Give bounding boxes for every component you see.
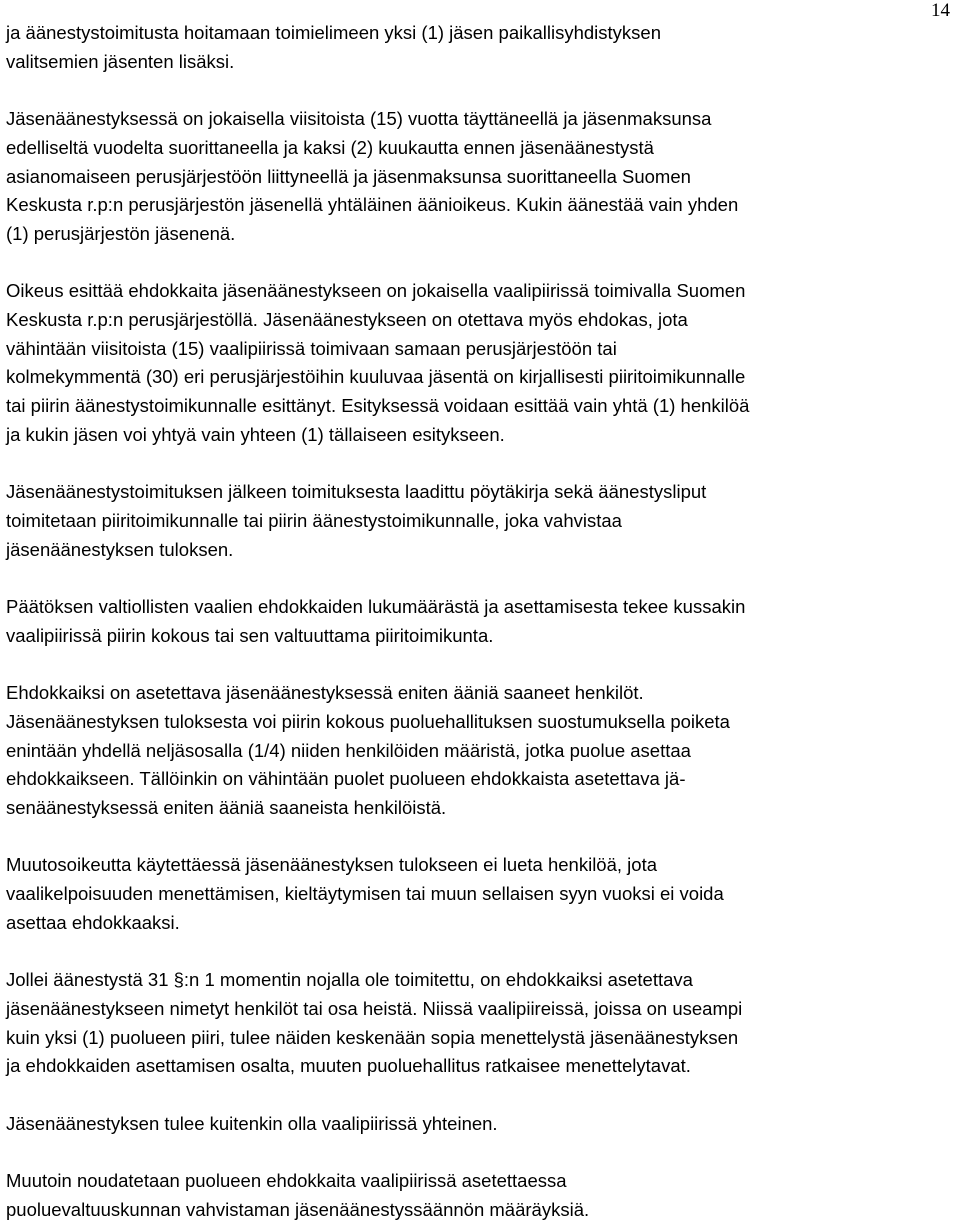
paragraph-3: Oikeus esittää ehdokkaita jäsenäänestykseen on jokaisella vaalipiirissä toimivalla Suomen Keskusta r.p:n perusjärjestöllä. Jäsenäänestykseen on otettava myös ehdokas, jota vähintään viisitoista (15) vaalipiirissä toimivaan samaan perusjärjestöön tai kolmekymmentä (30) eri perusjärjestöihin kuuluvaa jäsentä on kirjallisesti piiritoimikunnalle tai piirin äänestystoimikunnalle esittänyt. Esityksessä voidaan esittää vain yhtä (1) henkilöä ja kukin jäsen voi yhtyä vain yhteen (1) tällaiseen esitykseen. [6, 280, 750, 445]
paragraph-7: Muutosoikeutta käytettäessä jäsenäänestyksen tulokseen ei lueta henkilöä, jota vaalikelpoisuuden menettämisen, kieltäytymisen tai muun sellaisen syyn vuoksi ei voida asettaa ehdokkaaksi. [6, 854, 724, 933]
paragraph-1: ja äänestystoimitusta hoitamaan toimielimeen yksi (1) jäsen paikallisyhdistyksen valitsemien jäsenten lisäksi. [6, 22, 661, 72]
paragraph-5: Päätöksen valtiollisten vaalien ehdokkaiden lukumäärästä ja asettamisesta tekee kussakin vaalipiirissä piirin kokous tai sen valtuuttama piiritoimikunta. [6, 596, 746, 646]
document-body [6, 19, 954, 1224]
paragraph-8: Jollei äänestystä 31 §:n 1 momentin nojalla ole toimitettu, on ehdokkaiksi asetettava jäsenäänestykseen nimetyt henkilöt tai osa heistä. Niissä vaalipiireissä, joissa on useampi kuin yksi (1) puolueen piiri, tulee näiden keskenään sopia menettelystä jäsenäänestyksen ja ehdokkaiden asettamisen osalta, muuten puoluehallitus ratkaisee menettelytavat. [6, 969, 743, 1077]
page-number: 14 [931, 0, 950, 21]
paragraph-2: Jäsenäänestyksessä on jokaisella viisitoista (15) vuotta täyttäneellä ja jäsenmaksunsa edelliseltä vuodelta suorittaneella ja kaksi (2) kuukautta ennen jäsenäänestystä asianomaiseen perusjärjestöön liittyneellä ja jäsenmaksunsa suorittaneella Suomen Keskusta r.p:n perusjärjestön jäsenellä yhtäläinen äänioikeus. Kukin äänestää vain yhden (1) perusjärjestön jäsenenä. [6, 108, 739, 244]
paragraph-10: Muutoin noudatetaan puolueen ehdokkaita vaalipiirissä asetettaessa puoluevaltuuskunnan vahvistaman jäsenäänestyssäännön määräyksiä. [6, 1169, 590, 1220]
paragraph-9: Jäsenäänestyksen tulee kuitenkin olla vaalipiirissä yhteinen. [6, 1112, 498, 1134]
paragraph-6: Ehdokkaiksi on asetettava jäsenäänestyksessä eniten ääniä saaneet henkilöt. Jäsenäänestyksen tuloksesta voi piirin kokous puoluehallituksen suostumuksella poiketa enintään yhdellä neljäsosalla (1/4) niiden henkilöiden määristä, jotka puolue asettaa ehdokkaikseen. Tällöinkin on vähintään puolet puolueen ehdokkaista asetettava jä- senäänestyksessä eniten ääniä saaneista henkilöistä. [6, 682, 730, 818]
paragraph-4: Jäsenäänestystoimituksen jälkeen toimituksesta laadittu pöytäkirja sekä äänestysliput toimitetaan piiritoimikunnalle tai piirin äänestystoimikunnalle, joka vahvistaa jäsenäänestyksen tuloksen. [6, 481, 707, 560]
